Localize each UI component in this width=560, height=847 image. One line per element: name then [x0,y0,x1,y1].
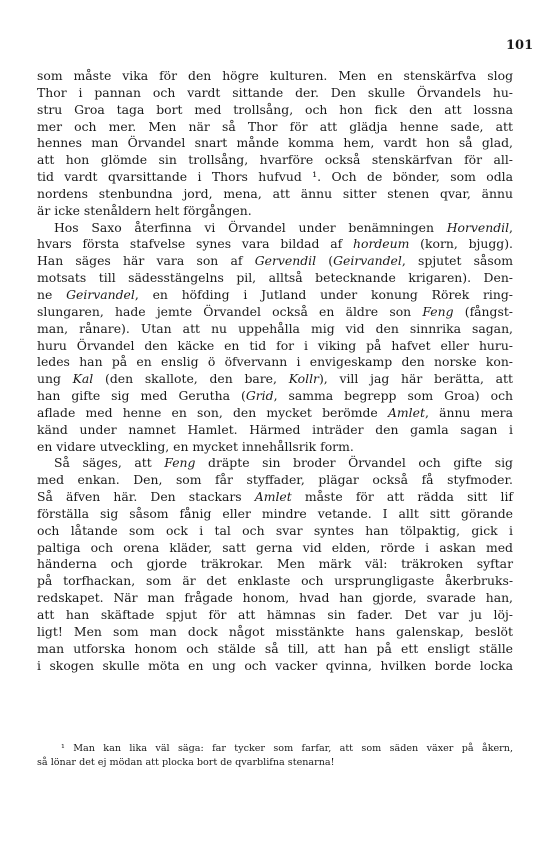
text-line: mer och mer. Men när så Thor för att glädja henne sade, att [37,118,513,134]
text-line: hvars första stafvelse synes vara bildad af hordeum (korn, bjugg). [37,236,513,252]
paragraph-1 [37,68,513,220]
text-line: Thor i pannan och vardt sittande der. Den skulle Örvandels hu- [37,84,513,100]
text-line: och låtande som ock i tal och svar syntes han tölpaktig, gick i [37,522,513,538]
text-line: ligt! Men som man dock något misstänkte hans galenskap, beslöt [37,623,513,639]
text-line: på torfhackan, som är det enklaste och ursprungligaste åkerbruks- [37,573,513,589]
text-line: Så säges, att Feng dräpte sin broder Örvandel och gifte sig [54,455,513,471]
text-line: slungaren, hade jemte Örvandel också en äldre son Feng (fångst- [37,303,513,319]
text-line: i skogen skulle möta en ung och vacker qvinna, hvilken borde locka [37,657,513,673]
footnote-line: så lönar det ej mödan att plocka bort de qvarblifna stenarna! [37,757,335,768]
footnote-line: ¹ Man kan lika väl säga: far tycker som farfar, att som säden växer på åkern, [61,743,513,754]
paragraph-3 [37,455,513,674]
text-line: han gifte sig med Gerutha (Grid, samma begrepp som Groa) och [37,388,514,404]
text-line: en vidare utveckling, en mycket innehållsrik form. [37,438,354,454]
body-text [37,68,513,674]
paragraph-2 [37,220,513,456]
text-line: händerna och gjorde träkrokar. Men märk väl: träkroken syftar [37,556,513,572]
text-line: Han säges här vara son af Gervendil (Geirvandel, spjutet såsom [37,253,513,269]
text-line: man, rånare). Utan att nu uppehålla mig vid den sinnrika sagan, [37,320,513,336]
text-line: som måste vika för den högre kulturen. Men en stenskärfva slog [37,68,513,83]
text-line: med enkan. Den, som får styffader, plägar också få styfmoder. [37,472,513,488]
text-line: aflade med henne en son, den mycket berömde Amlet, ännu mera [37,404,513,420]
text-line: redskapet. När man frågade honom, hvad han gjorde, svarade han, [37,590,513,606]
text-line: ne Geirvandel, en höfding i Jutland under konung Rörek ring- [37,286,513,302]
text-line: stru Groa taga bort med trollsång, och hon fick den att lossna [37,101,513,117]
text-line: att hon glömde sin trollsång, hvarföre också stenskärfvan för all- [37,152,513,168]
text-line: är icke stenåldern helt förgången. [37,202,252,218]
text-line: nordens stenbundna jord, mena, att ännu sitter stenen qvar, ännu [37,185,513,201]
text-line: ung Kal (den skallote, den bare, Kollr), vill jag här berätta, att [37,371,513,387]
text-line: ledes han på en enslig ö öfvervann i envigeskamp den norske kon- [37,354,513,370]
text-line: förställa sig såsom fånig eller mindre vetande. I allt sitt görande [37,505,513,521]
text-line: känd under namnet Hamlet. Härmed inträder den gamla sagan i [37,421,513,437]
page-number: 101 [506,38,534,53]
text-line: att han skäftade spjut för att hämnas sin fader. Det var ju löj- [37,607,513,622]
text-line: tid vardt qvarsittande i Thors hufvud ¹. Och de bönder, som odla [37,169,513,185]
text-line: Hos Saxo återfinna vi Örvandel under benämningen Horvendil, [54,219,513,235]
footnote [37,742,513,770]
text-line: huru Örvandel den käcke en tid for i viking på hafvet eller huru- [37,337,513,353]
text-line: paltiga och orena kläder, satt gerna vid elden, rörde i askan med [37,539,513,555]
text-line: hennes man Örvandel snart månde komma hem, vardt hon så glad, [37,135,513,151]
text-line: Så äfven här. Den stackars Amlet måste för att rädda sitt lif [37,489,513,505]
text-line: motsats till sädesstängelns pil, alltså betecknande krigaren). Den- [37,270,513,286]
text-line: man utforska honom och stälde så till, att han på ett ensligt ställe [37,640,513,656]
